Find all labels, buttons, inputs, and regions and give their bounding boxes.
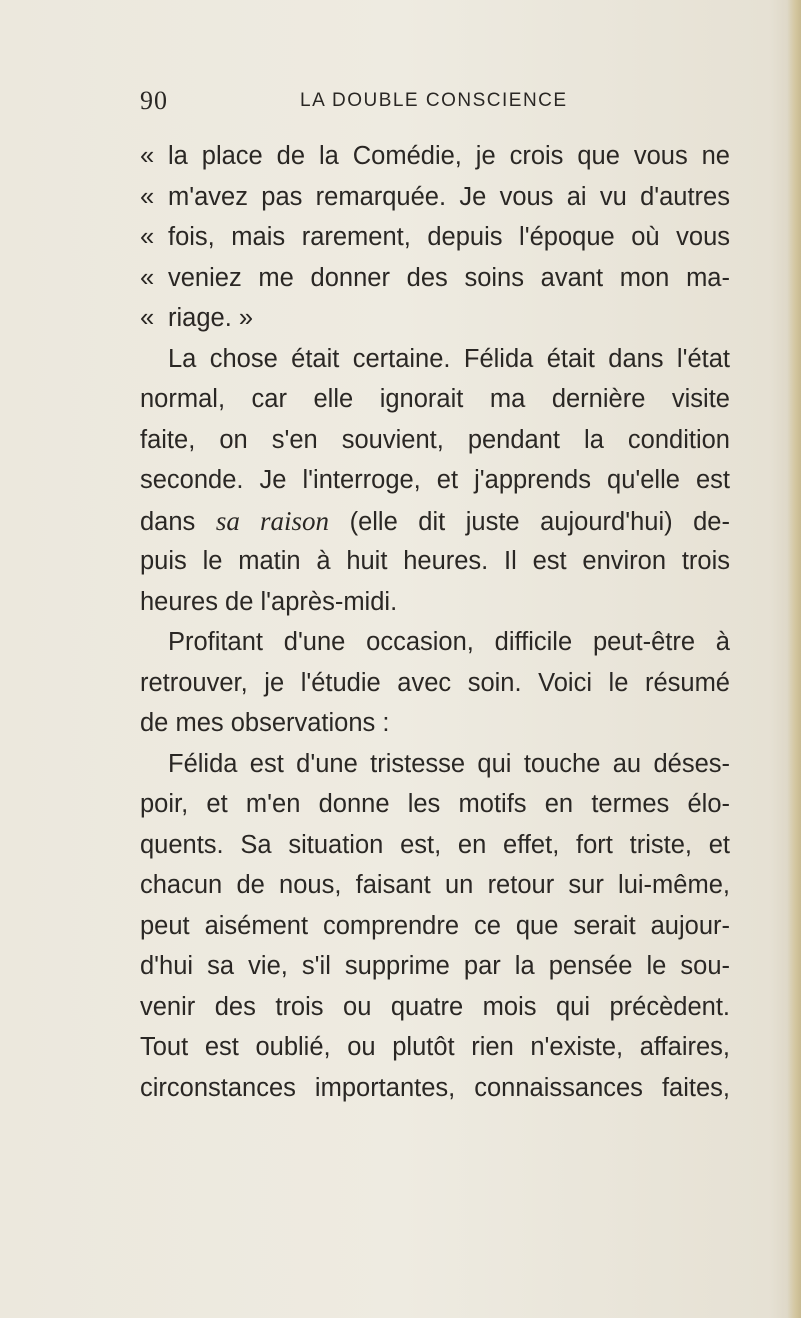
body-text [140, 136, 730, 1108]
quote-mark: « [140, 142, 155, 170]
quote-line: « fois, mais rarement, depuis l'époque où vous [140, 217, 730, 258]
page-number: 90 [140, 86, 168, 115]
text-line: Félida est d'une tristesse qui touche au déses- [168, 749, 730, 778]
text-line: seconde. Je l'interroge, et j'apprends qu'elle est [140, 466, 730, 494]
text-line: dans sa raison (elle dit juste aujourd'hui) de- [140, 505, 730, 536]
text-line: La chose était certaine. Félida était dans l'état [168, 344, 730, 373]
text-line: faite, on s'en souvient, pendant la condition [140, 425, 730, 454]
quote-line: « la place de la Comédie, je crois que vous ne [140, 136, 730, 177]
quote-line: « veniez me donner des soins avant mon ma- [140, 258, 730, 299]
page-header [140, 86, 730, 116]
italic-phrase: sa raison [215, 505, 330, 536]
text-line: chacun de nous, faisant un retour sur lui-même, [140, 871, 730, 899]
running-head: LA DOUBLE CONSCIENCE [300, 90, 568, 111]
text-line: peut aisément comprendre ce que serait aujour- [140, 911, 730, 940]
text-line: venir des trois ou quatre mois qui précèdent. [140, 992, 730, 1021]
text-line: quents. Sa situation est, en effet, fort triste, et [140, 830, 730, 859]
text-line: Tout est oublié, ou plutôt rien n'existe, affaires, [140, 1033, 730, 1061]
quote-mark: « [140, 304, 155, 332]
text-line: d'hui sa vie, s'il supprime par la pensée le sou- [140, 952, 730, 980]
text-line: heures de l'après-midi. [140, 587, 398, 616]
quote-mark: « [140, 263, 155, 292]
quote-line: « m'avez pas remarquée. Je vous ai vu d'autres [140, 177, 730, 218]
text-line: retrouver, je l'étudie avec soin. Voici le résumé [140, 668, 730, 697]
quote-line: « riage. » [140, 298, 730, 339]
text-line: normal, car elle ignorait ma dernière visite [140, 385, 730, 413]
page-edge [787, 0, 801, 1318]
text-line: puis le matin à huit heures. Il est environ trois [140, 547, 730, 575]
quote-mark: « [140, 182, 155, 211]
text-line: poir, et m'en donne les motifs en termes élo- [140, 790, 730, 818]
text-line: circonstances importantes, connaissances faites, [140, 1073, 730, 1102]
text-line: de mes observations : [140, 709, 390, 737]
text-line: Profitant d'une occasion, difficile peut-être à [168, 628, 730, 656]
quote-mark: « [140, 223, 155, 251]
